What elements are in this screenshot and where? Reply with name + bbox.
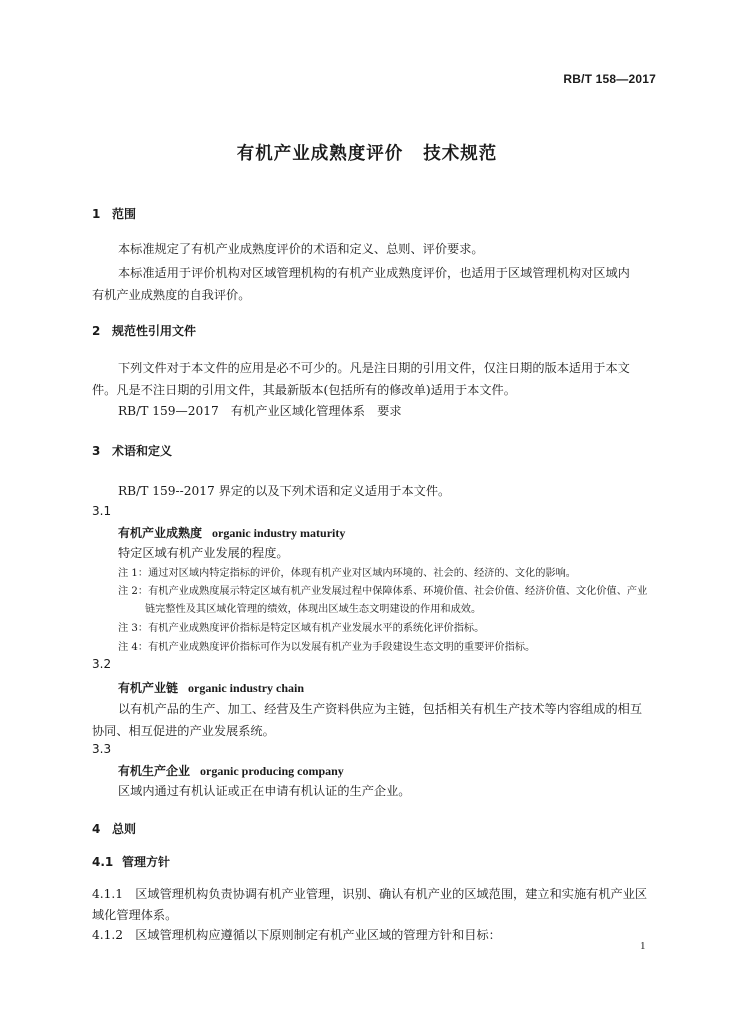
section-number: 4 — [92, 822, 101, 836]
section-1-heading — [92, 205, 136, 222]
section-number: 2 — [92, 324, 101, 338]
term-heading — [118, 679, 304, 696]
standard-number: RB/T 158—2017 — [563, 72, 656, 86]
paragraph: RB/T 159--2017 界定的以及下列术语和定义适用于本文件。 — [118, 484, 451, 498]
term-english: organic industry chain — [188, 681, 305, 695]
subsection-number: 4.1 — [92, 855, 114, 869]
document-title — [0, 140, 734, 165]
note: 注 4：有机产业成熟度评价指标可作为以发展有机产业为手段建设生态文明的重要评价指标。 — [118, 642, 536, 653]
term-chinese: 有机产业链 — [118, 681, 179, 695]
title-main: 有机产业成熟度评价 — [236, 144, 404, 164]
clause-continuation: 域化管理体系。 — [92, 908, 178, 922]
section-title: 范围 — [112, 207, 137, 221]
subsection-4-1-heading — [92, 853, 170, 870]
paragraph: 本标准规定了有机产业成熟度评价的术语和定义、总则、评价要求。 — [118, 242, 484, 256]
term-english: organic industry maturity — [212, 526, 346, 540]
note: 注 3：有机产业成熟度评价指标是特定区域有机产业发展水平的系统化评价指标。 — [118, 623, 485, 634]
normative-reference: RB/T 159—2017 有机产业区域化管理体系 要求 — [118, 404, 402, 418]
term-definition: 以有机产品的生产、加工、经营及生产资料供应为主链，包括相关有机生产技术等内容组成的相互 — [118, 702, 643, 716]
note: 注 2：有机产业成熟度展示特定区域有机产业发展过程中保障体系、环境价值、社会价值、经济价值、文化价值、产业 — [118, 586, 648, 597]
section-2-heading — [92, 322, 196, 339]
section-title: 规范性引用文件 — [112, 324, 197, 338]
section-number: 1 — [92, 207, 101, 221]
page-number: 1 — [640, 940, 646, 952]
paragraph-continuation: 件。凡是不注日期的引用文件，其最新版本(包括所有的修改单)适用于本文件。 — [92, 383, 516, 397]
paragraph: 下列文件对于本文件的应用是必不可少的。凡是注日期的引用文件，仅注日期的版本适用于本文 — [118, 361, 630, 375]
section-number: 3 — [92, 444, 101, 458]
note-continuation: 链完整性及其区域化管理的绩效，体现出区域生态文明建设的作用和成效。 — [145, 604, 482, 615]
term-english: organic producing company — [200, 764, 344, 778]
note: 注 1：通过对区域内特定指标的评价，体现有机产业对区域内环境的、社会的、经济的、文化的影响。 — [118, 568, 576, 579]
term-number: 3.3 — [92, 742, 112, 756]
paragraph: 本标准适用于评价机构对区域管理机构的有机产业成熟度评价，也适用于区域管理机构对区域内 — [118, 266, 630, 280]
title-sub: 技术规范 — [423, 144, 498, 164]
section-3-heading — [92, 442, 172, 459]
subsection-title: 管理方针 — [122, 855, 171, 869]
section-title: 总则 — [112, 822, 137, 836]
term-number: 3.1 — [92, 504, 112, 518]
section-title: 术语和定义 — [112, 444, 173, 458]
clause-4-1-2: 4.1.2 区域管理机构应遵循以下原则制定有机产业区域的管理方针和目标： — [92, 928, 501, 942]
term-definition: 区域内通过有机认证或正在申请有机认证的生产企业。 — [118, 784, 411, 798]
term-definition: 特定区域有机产业发展的程度。 — [118, 546, 289, 560]
term-number: 3.2 — [92, 657, 112, 671]
clause-4-1-1: 4.1.1 区域管理机构负责协调有机产业管理，识别、确认有机产业的区域范围，建立和实施有机产业区 — [92, 887, 648, 901]
section-4-heading — [92, 820, 136, 837]
term-heading — [118, 762, 344, 779]
term-chinese: 有机生产企业 — [118, 764, 191, 778]
term-heading — [118, 524, 345, 541]
term-chinese: 有机产业成熟度 — [118, 526, 203, 540]
paragraph-continuation: 有机产业成熟度的自我评价。 — [92, 288, 251, 302]
term-definition-continuation: 协同、相互促进的产业发展系统。 — [92, 724, 275, 738]
